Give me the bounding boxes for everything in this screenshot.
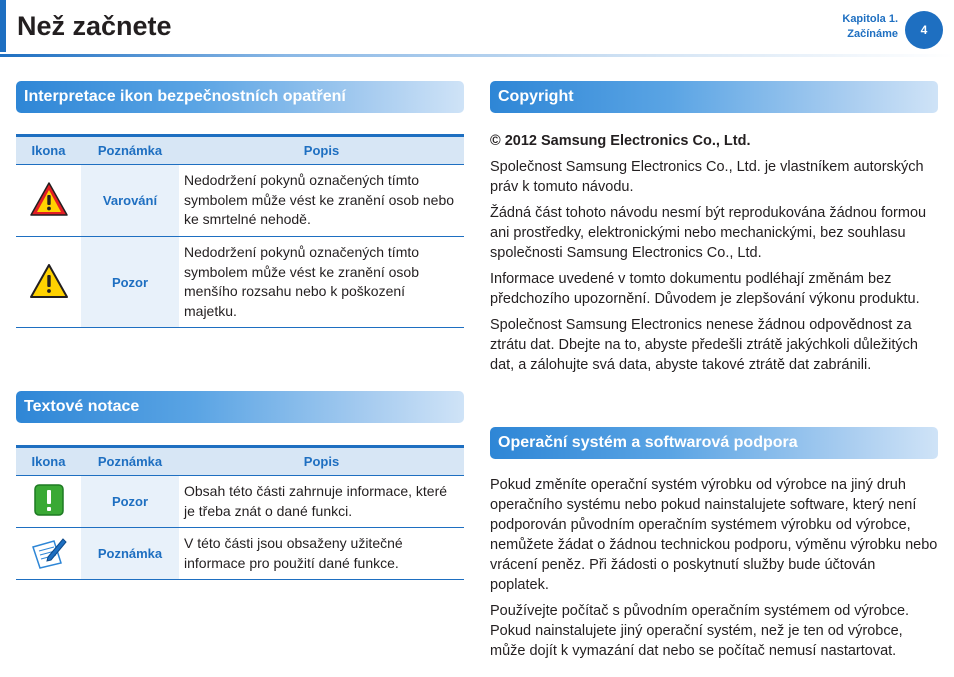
table-row [16, 237, 464, 328]
warning-red-triangle-icon [29, 181, 69, 217]
table-row [16, 528, 464, 580]
chapter-number: Kapitola 1. [842, 13, 898, 25]
safety-icons-table [16, 134, 464, 328]
note-label: Poznámka [81, 528, 179, 580]
column-header: Ikona [16, 447, 81, 476]
copyright-paragraph: Společnost Samsung Electronics Co., Ltd. je vlastníkem autorských práv k tomuto návodu. [490, 159, 924, 195]
caution-yellow-triangle-icon [29, 263, 69, 299]
exclamation-green-icon [33, 483, 65, 517]
description-text: V této části jsou obsaženy užitečné informace pro použití dané funkce. [179, 528, 464, 580]
copyright-paragraph: Žádná část tohoto návodu nesmí být reprodukována žádnou formou ani prostředky, elektronickými nebo mechanickými, bez souhlasu společnosti Samsung Electronics Co., Ltd. [490, 205, 927, 261]
memo-pencil-icon [30, 535, 68, 569]
table-header-row [16, 136, 464, 165]
copyright-body [490, 131, 938, 381]
icon-cell [16, 476, 81, 528]
column-header: Popis [179, 136, 464, 165]
column-header: Poznámka [81, 136, 179, 165]
copyright-owner-line: © 2012 Samsung Electronics Co., Ltd. [490, 133, 751, 149]
header-accent-bar [0, 0, 6, 52]
column-header: Ikona [16, 136, 81, 165]
table-row [16, 476, 464, 528]
chapter-name: Začínáme [847, 28, 898, 40]
description-text: Nedodržení pokynů označených tímto symbolem může vést ke zranění osob menšího rozsahu nebo k poškození majetku. [179, 237, 464, 328]
column-header: Poznámka [81, 447, 179, 476]
copyright-section-heading: Copyright [490, 81, 938, 113]
os-support-paragraph: Pokud změníte operační systém výrobku od výrobce na jiný druh operačního systému nebo pokud nainstalujete software, který není podporován původním operačním systémem výrobku od výrobce, nemůžete žádat o žádnou technickou podporu, výměnu výrobku nebo vrácení peněz. Při žádosti o poskytnutí služby bude účtován poplatek. [490, 477, 938, 593]
os-support-paragraph: Používejte počítač s původním operačním systémem od výrobce. Pokud nainstalujete jiný operační systém, než je ten od výrobce, může dojít k vymazání dat nebo se počítač nemusí nastartovat. [490, 603, 910, 659]
page-title: Než začnete [17, 11, 172, 41]
description-text: Nedodržení pokynů označených tímto symbolem může vést ke zranění osob nebo ke smrtelné nehodě. [179, 165, 464, 237]
icon-cell [16, 528, 81, 580]
safety-section-heading: Interpretace ikon bezpečnostních opatření [16, 81, 464, 113]
icon-cell [16, 165, 81, 237]
copyright-paragraph: Společnost Samsung Electronics nenese žádnou odpovědnost za ztrátu dat. Dbejte na to, abyste předešli ztrátě jakýchkoli důležitých dat, a zálohujte svá data, abyste takové ztrátě dat zabránili. [490, 317, 918, 373]
column-header: Popis [179, 447, 464, 476]
note-label: Varování [81, 165, 179, 237]
text-notation-section-heading: Textové notace [16, 391, 464, 423]
os-support-body [490, 475, 938, 667]
note-label: Pozor [81, 237, 179, 328]
table-row [16, 165, 464, 237]
copyright-paragraph: Informace uvedené v tomto dokumentu podléhají změnám bez předchozího upozornění. Důvodem je zlepšování výkonu produktu. [490, 271, 920, 307]
description-text: Obsah této části zahrnuje informace, které je třeba znát o dané funkci. [179, 476, 464, 528]
header-divider [0, 54, 954, 57]
icon-cell [16, 237, 81, 328]
os-support-section-heading: Operační systém a softwarová podpora [490, 427, 938, 459]
chapter-label [842, 12, 898, 42]
text-notation-table [16, 445, 464, 580]
table-header-row [16, 447, 464, 476]
note-label: Pozor [81, 476, 179, 528]
page-number-badge: 4 [905, 11, 943, 49]
